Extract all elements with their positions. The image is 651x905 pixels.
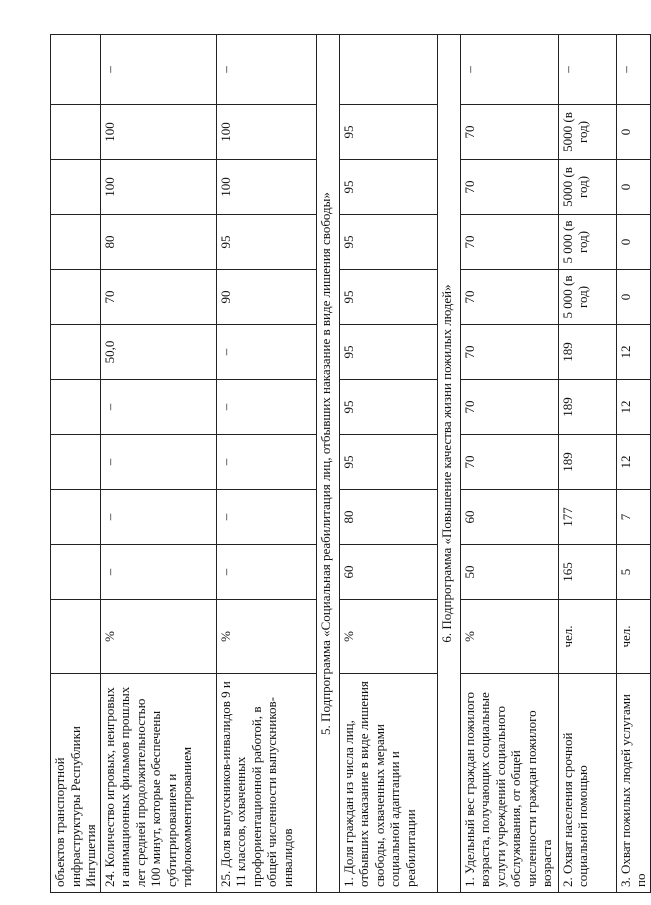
value-cell: 100 <box>100 105 216 160</box>
value-cell: 70 <box>460 215 558 270</box>
indicators-table <box>50 34 651 893</box>
value-cell: 90 <box>216 270 316 325</box>
value-cell: 12 <box>616 435 650 490</box>
value-cell: 70 <box>460 270 558 325</box>
value-cell <box>51 270 101 325</box>
table-row <box>616 35 650 893</box>
value-cell: 50,0 <box>100 325 216 380</box>
unit-cell: чел. <box>558 600 616 674</box>
value-cell: 0 <box>616 160 650 215</box>
value-cell: – <box>216 490 316 545</box>
unit-cell: % <box>216 600 316 674</box>
value-cell: 95 <box>339 215 437 270</box>
table-row <box>51 35 101 893</box>
value-cell: 5 000 (в год) <box>558 270 616 325</box>
value-cell: 50 <box>460 545 558 600</box>
value-cell: 100 <box>216 105 316 160</box>
value-cell <box>51 545 101 600</box>
value-cell: 95 <box>216 215 316 270</box>
indicator-label: 2. Охват населения срочной социальной помощью <box>558 674 616 893</box>
table-row <box>339 35 437 893</box>
value-cell: 189 <box>558 435 616 490</box>
value-cell <box>51 215 101 270</box>
value-cell: 0 <box>616 215 650 270</box>
value-cell <box>51 435 101 490</box>
value-cell: 5 000 (в год) <box>558 215 616 270</box>
value-cell: – <box>100 380 216 435</box>
indicator-label: объектов транспортной инфраструктуры Республики Ингушетия <box>51 674 101 893</box>
unit-cell: чел. <box>616 600 650 674</box>
value-cell: – <box>100 490 216 545</box>
value-cell: – <box>558 35 616 105</box>
value-cell: – <box>216 325 316 380</box>
value-cell <box>339 35 437 105</box>
table-row <box>216 35 316 893</box>
value-cell: 70 <box>460 380 558 435</box>
value-cell: 80 <box>100 215 216 270</box>
table-row <box>558 35 616 893</box>
value-cell: 95 <box>339 160 437 215</box>
value-cell: 0 <box>616 270 650 325</box>
value-cell: – <box>216 545 316 600</box>
value-cell: – <box>216 35 316 105</box>
section-header-row <box>437 35 460 893</box>
value-cell <box>51 380 101 435</box>
value-cell: 5000 (в год) <box>558 105 616 160</box>
value-cell <box>51 105 101 160</box>
value-cell: 95 <box>339 270 437 325</box>
value-cell: 80 <box>339 490 437 545</box>
value-cell: 0 <box>616 105 650 160</box>
value-cell <box>51 160 101 215</box>
value-cell <box>51 490 101 545</box>
value-cell: 5 <box>616 545 650 600</box>
unit-cell: % <box>100 600 216 674</box>
value-cell: 95 <box>339 105 437 160</box>
value-cell: 12 <box>616 380 650 435</box>
value-cell: 60 <box>339 545 437 600</box>
value-cell: – <box>216 435 316 490</box>
value-cell: 5000 (в год) <box>558 160 616 215</box>
value-cell: 95 <box>339 325 437 380</box>
value-cell: – <box>460 35 558 105</box>
value-cell: 70 <box>100 270 216 325</box>
value-cell: 7 <box>616 490 650 545</box>
unit-cell <box>51 600 101 674</box>
value-cell: – <box>216 380 316 435</box>
value-cell: – <box>100 545 216 600</box>
value-cell: 189 <box>558 325 616 380</box>
indicator-label: 1. Удельный вес граждан пожилого возраста, получающих социальные услуги учреждений социального обслуживания, от общей численности граждан пожилого возраста <box>460 674 558 893</box>
value-cell <box>51 325 101 380</box>
indicator-label: 3. Охват пожилых людей услугами по <box>616 674 650 893</box>
section-title: 6. Подпрограмма «Повышение качества жизни пожилых людей» <box>437 35 460 893</box>
value-cell: 12 <box>616 325 650 380</box>
value-cell: 70 <box>460 325 558 380</box>
value-cell: 70 <box>460 160 558 215</box>
unit-cell: % <box>460 600 558 674</box>
value-cell <box>51 35 101 105</box>
value-cell: 177 <box>558 490 616 545</box>
value-cell: – <box>100 435 216 490</box>
table-row <box>460 35 558 893</box>
value-cell: 189 <box>558 380 616 435</box>
value-cell: 100 <box>100 160 216 215</box>
indicator-label: 25. Доля выпускников-инвалидов 9 и 11 классов, охваченных профориентационной работой, в общей численности выпускников-инвалидов <box>216 674 316 893</box>
value-cell: 60 <box>460 490 558 545</box>
value-cell: 100 <box>216 160 316 215</box>
value-cell: 70 <box>460 435 558 490</box>
value-cell: – <box>100 35 216 105</box>
value-cell: 95 <box>339 435 437 490</box>
section-title: 5. Подпрограмма «Социальная реабилитация лиц, отбывших наказание в виде лишения свободы» <box>316 35 339 893</box>
indicator-label: 1. Доля граждан из числа лиц, отбывших наказание в виде лишения свободы, охваченных мерами социальной адаптации и реабилитации <box>339 674 437 893</box>
value-cell: – <box>616 35 650 105</box>
unit-cell: % <box>339 600 437 674</box>
value-cell: 95 <box>339 380 437 435</box>
indicator-label: 24. Количество игровых, неигровых и анимационных фильмов прошлых лет средней продолжительностью 100 минут, которые обеспечены субтитрированием и тифлокомментированием <box>100 674 216 893</box>
section-header-row <box>316 35 339 893</box>
value-cell: 70 <box>460 105 558 160</box>
value-cell: 165 <box>558 545 616 600</box>
table-row <box>100 35 216 893</box>
